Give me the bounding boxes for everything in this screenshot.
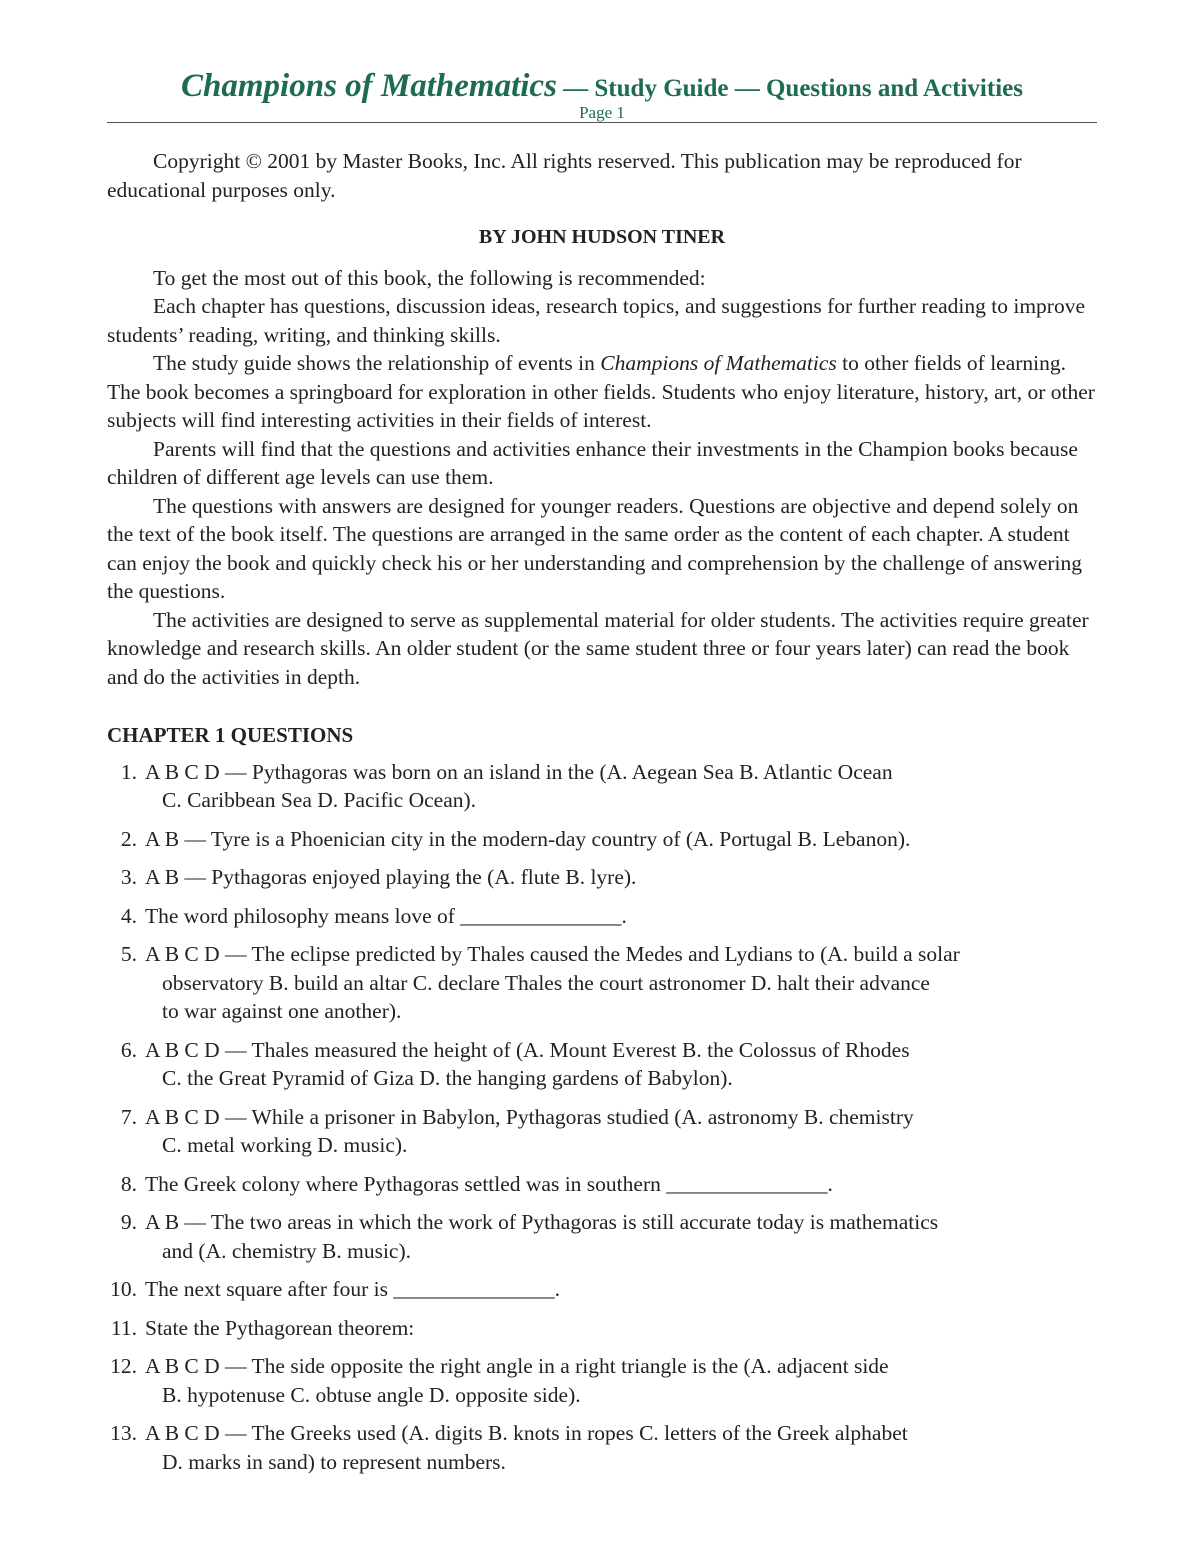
question-text: A B — The two areas in which the work of Pythagoras is still accurate today is mathematics: [145, 1210, 939, 1234]
question-text: The next square after four is _______________.: [145, 1277, 560, 1301]
question-number: 10.: [110, 1277, 137, 1301]
intro-paragraph-5: The questions with answers are designed for younger readers. Questions are objective and depend solely on the text of the book itself. The questions are arranged in the same order as the content of each chapter. A student can enjoy the book and quickly check his or her understanding and comprehension by the challenge of answering the questions.: [107, 493, 1082, 603]
guide-title: — Study Guide — Questions and Activities: [556, 75, 1023, 102]
question-text: A B C D — While a prisoner in Babylon, Pythagoras studied (A. astronomy B. chemistry: [145, 1104, 914, 1129]
intro-paragraph-3-text-a: The study guide shows the relationship of events in: [153, 351, 601, 375]
question-number: 9.: [120, 1210, 137, 1234]
question-number: 2.: [120, 826, 137, 851]
question-number: 12.: [110, 1354, 137, 1378]
question-number: 8.: [120, 1171, 137, 1196]
question-text-continued: to war against one another).: [162, 999, 402, 1023]
question-text-continued: B. hypotenuse C. obtuse angle D. opposite side).: [162, 1382, 581, 1407]
question-number: 1.: [120, 759, 137, 784]
page-number: Page 1: [579, 103, 625, 122]
author-byline: BY JOHN HUDSON TINER: [478, 226, 726, 248]
question-text-continued: C. metal working D. music).: [162, 1133, 408, 1157]
intro-paragraph-3: [107, 349, 1097, 435]
question-text-continued: C. the Great Pyramid of Giza D. the hanging gardens of Babylon).: [162, 1066, 733, 1090]
chapter-heading: CHAPTER 1 QUESTIONS: [107, 723, 354, 747]
question-number: 5.: [120, 942, 137, 966]
question-text: The Greek colony where Pythagoras settled was in southern _______________.: [145, 1171, 833, 1196]
question-number: 6.: [120, 1037, 137, 1062]
book-title: Champions of Mathematics: [181, 68, 557, 104]
question-list: [107, 758, 1097, 1477]
question-item: [107, 825, 1097, 854]
question-text: A B — Pythagoras enjoyed playing the (A. flute B. lyre).: [145, 865, 637, 889]
question-item: [107, 1352, 1097, 1409]
question-number: 7.: [120, 1104, 137, 1129]
question-text-continued: C. Caribbean Sea D. Pacific Ocean).: [162, 788, 477, 812]
question-item: [107, 863, 1097, 892]
intro-paragraph-1: To get the most out of this book, the following is recommended:: [153, 265, 706, 290]
question-text: A B C D — The eclipse predicted by Thales caused the Medes and Lydians to (A. build a solar: [145, 942, 960, 966]
question-text-continued: and (A. chemistry B. music).: [162, 1238, 411, 1263]
question-text: A B C D — Pythagoras was born on an island in the (A. Aegean Sea B. Atlantic Ocean: [145, 759, 893, 784]
question-item: [107, 940, 1097, 1026]
intro-paragraph-6: The activities are designed to serve as supplemental material for older students. The activities require greater knowledge and research skills. An older student (or the same student three or four years later) can read the book and do the activities in depth.: [107, 607, 1089, 689]
question-number: 11.: [110, 1315, 137, 1340]
page-header: [107, 68, 1097, 105]
question-item: [107, 1103, 1097, 1160]
question-item: [107, 758, 1097, 815]
question-text-continued: D. marks in sand) to represent numbers.: [162, 1449, 506, 1474]
copyright-notice: Copyright © 2001 by Master Books, Inc. All rights reserved. This publication may be reproduced for educational purposes only.: [107, 149, 1022, 202]
question-text: The word philosophy means love of _______________.: [145, 903, 627, 928]
question-text: A B C D — Thales measured the height of (A. Mount Everest B. the Colossus of Rhodes: [145, 1037, 910, 1062]
header-divider: [107, 122, 1097, 123]
question-number: 4.: [120, 903, 137, 928]
intro-paragraph-4: Parents will find that the questions and activities enhance their investments in the Champion books because children of different age levels can use them.: [107, 436, 1078, 489]
question-item: [107, 1036, 1097, 1093]
question-text: A B — Tyre is a Phoenician city in the modern-day country of (A. Portugal B. Lebanon).: [145, 826, 911, 851]
question-item: [107, 1419, 1097, 1476]
intro-paragraph-2: Each chapter has questions, discussion ideas, research topics, and suggestions for further reading to improve students’ reading, writing, and thinking skills.: [107, 294, 1086, 347]
question-item: [107, 1208, 1097, 1265]
question-item: [107, 1275, 1097, 1304]
question-number: 13.: [110, 1421, 137, 1445]
book-title-inline: Champions of Mathematics: [600, 351, 837, 375]
question-item: [107, 1170, 1097, 1199]
document-body: [107, 147, 1097, 1486]
question-item: [107, 902, 1097, 931]
question-item: [107, 1314, 1097, 1343]
question-text: A B C D — The side opposite the right angle in a right triangle is the (A. adjacent side: [145, 1354, 889, 1378]
question-text: State the Pythagorean theorem:: [145, 1315, 415, 1340]
question-text-continued: observatory B. build an altar C. declare Thales the court astronomer D. halt their advance: [162, 970, 930, 995]
intro-paragraph-3-text-b: to other fields of learning. The book becomes a springboard for exploration in other fields. Students who enjoy literature, history, art, or other subjects will find interesting activities in their fields of interest.: [107, 351, 1095, 432]
question-text: A B C D — The Greeks used (A. digits B. knots in ropes C. letters of the Greek alphabet: [145, 1421, 908, 1445]
question-number: 3.: [120, 865, 137, 889]
